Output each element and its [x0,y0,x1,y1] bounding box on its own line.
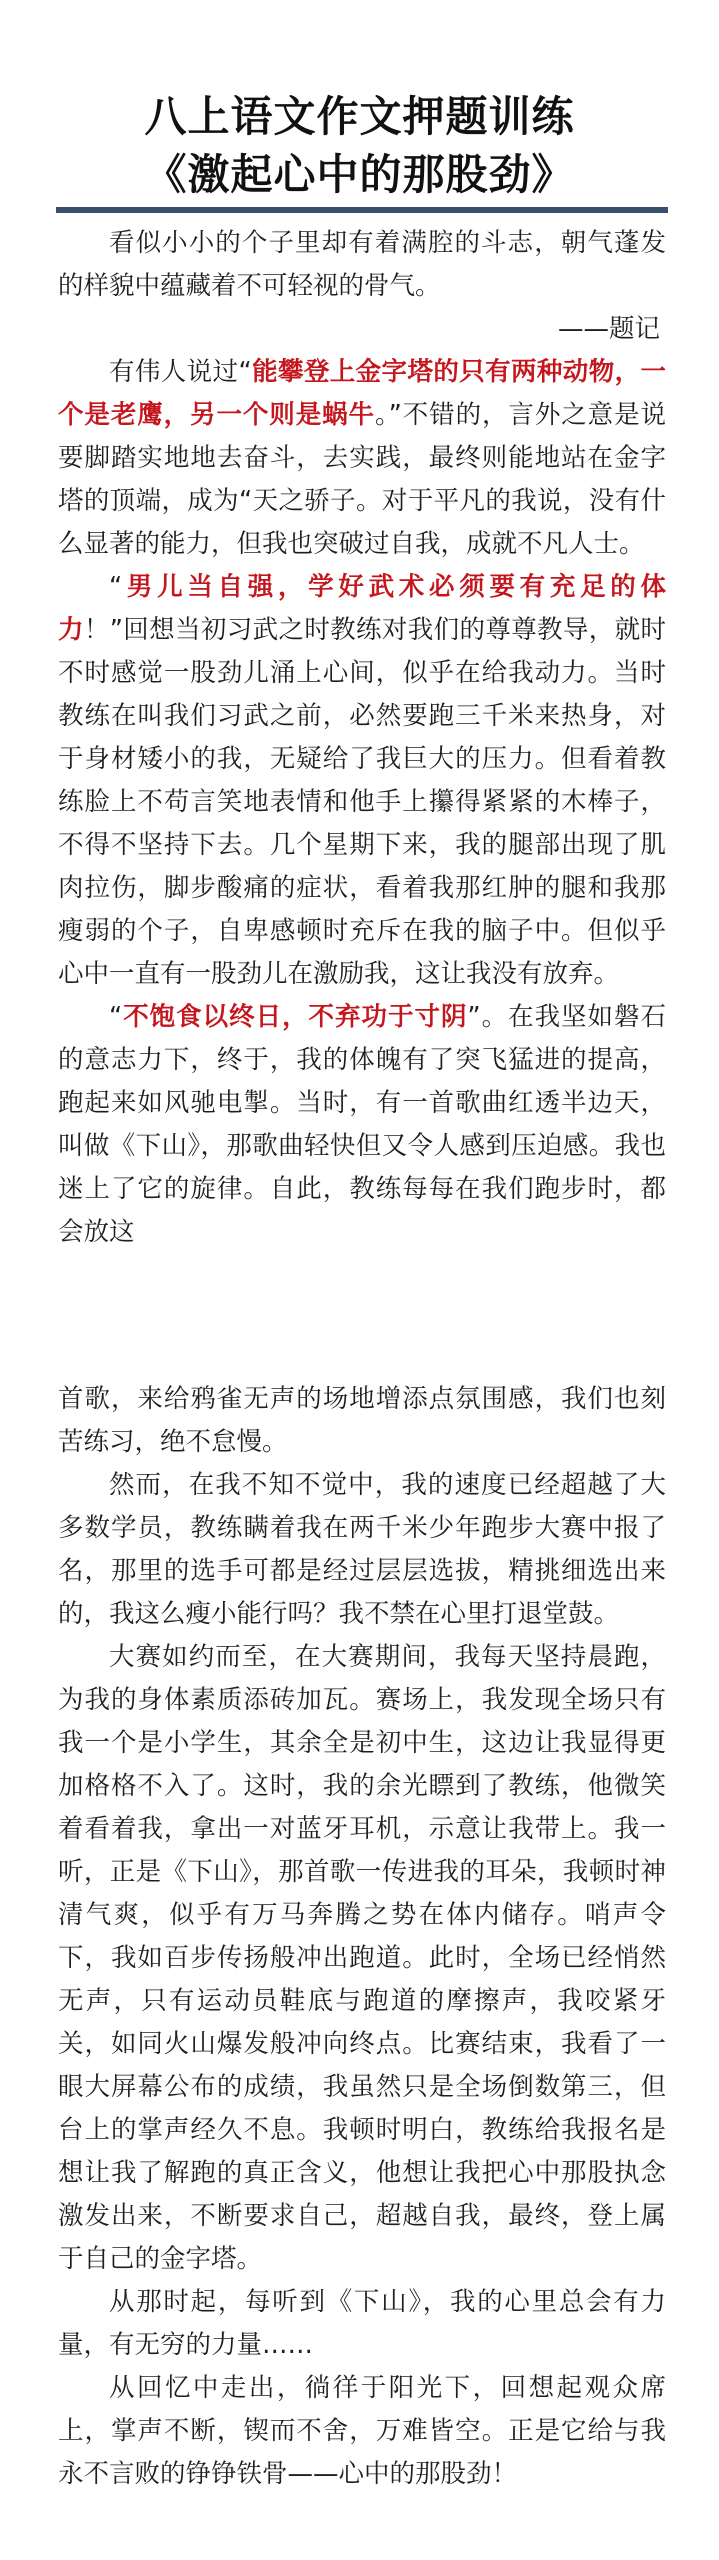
paragraph-8: 从回忆中走出，徜徉于阳光下，回想起观众席上，掌声不断，锲而不舍，万难皆空。正是它给与我永不言败的铮铮铁骨——心中的那股劲！ [58,2373,666,2489]
quote-highlight-3: 不饱食以终日，不弃功于寸阴 [122,1002,468,1032]
paragraph-3 [58,566,666,996]
paragraph-4-rest: ”。在我坚如磐石的意志力下，终于，我的体魄有了突飞猛进的提高，跑起来如风驰电掣。当时，有一首歌曲红透半边天，叫做《下山》，那歌曲轻快但又令人感到压迫感。我也迷上了它的旋律。自此，教练每每在我们跑步时，都会放这 [58,1002,666,1247]
paragraph-2-lead: 有伟人说过“ [109,357,252,387]
paragraph-3-lead: “ [109,572,123,602]
paragraph-4 [58,996,666,1254]
epigraph-signature: ——题记 [557,314,660,344]
title-line-1: 八上语文作文押题训练 [144,92,575,141]
quote-highlight-1: 能攀登上金字塔的只有两种动物，一个是老鹰，另一个则是蜗牛 [58,357,666,430]
essay-body-lower [58,1378,666,2496]
paragraph-4-lead: “ [109,1002,123,1032]
epigraph-paragraph: 看似小小的个子里却有着满腔的斗志，朝气蓬发的样貌中蕴藏着不可轻视的骨气。 [58,228,666,301]
quote-highlight-2: 男儿当自强，学好武术必须要有充足的体力 [58,572,666,645]
paragraph-2-rest: 。”不错的，言外之意是说要脚踏实地地去奋斗，去实践，最终则能地站在金字塔的顶端，成为“天之骄子。对于平凡的我说，没有什么显著的能力，但我也突破过自我，成就不凡人士。 [58,400,666,559]
title-line-2: 《激起心中的那股劲》 [144,150,575,199]
essay-body-upper [58,222,666,1254]
paragraph-6: 大赛如约而至，在大赛期间，我每天坚持晨跑，为我的身体素质添砖加瓦。赛场上，我发现全场只有我一个是小学生，其余全是初中生，这边让我显得更加格格不入了。这时，我的余光瞟到了教练，他微笑着看着我，拿出一对蓝牙耳机，示意让我带上。我一听，正是《下山》，那首歌一传进我的耳朵，我顿时神清气爽，似乎有万马奔腾之势在体内储存。哨声令下，我如百步传扬般冲出跑道。此时，全场已经悄然无声，只有运动员鞋底与跑道的摩擦声，我咬紧牙关，如同火山爆发般冲向终点。比赛结束，我看了一眼大屏幕公布的成绩，我虽然只是全场倒数第三，但台上的掌声经久不息。我顿时明白，教练给我报名是想让我了解跑的真正含义，他想让我把心中那股执念激发出来，不断要求自己，超越自我，最终，登上属于自己的金字塔。 [58,1642,666,2274]
paragraph-2 [58,351,666,566]
paragraph-5: 然而，在我不知不觉中，我的速度已经超越了大多数学员，教练瞒着我在两千米少年跑步大赛中报了名，那里的选手可都是经过层层选拔，精挑细选出来的，我这么瘦小能行吗？我不禁在心里打退堂鼓。 [58,1470,666,1629]
paragraph-7: 从那时起，每听到《下山》，我的心里总会有力量，有无穷的力量…… [58,2287,666,2360]
paragraph-3-rest: ！”回想当初习武之时教练对我们的尊尊教导，就时不时感觉一股劲儿涌上心间，似乎在给我动力。当时教练在叫我们习武之前，必然要跑三千米来热身，对于身材矮小的我，无疑给了我巨大的压力。但看着教练脸上不苟言笑地表情和他手上攥得紧紧的木棒子，不得不坚持下去。几个星期下来，我的腿部出现了肌肉拉伤，脚步酸痛的症状，看着我那红肿的腿和我那瘦弱的个子，自卑感顿时充斥在我的脑子中。但似乎心中一直有一股劲儿在激励我，这让我没有放弃。 [58,615,666,989]
paragraph-4-continued: 首歌，来给鸦雀无声的场地增添点氛围感，我们也刻苦练习，绝不怠慢。 [58,1384,666,1457]
title-underline-divider [56,207,668,213]
